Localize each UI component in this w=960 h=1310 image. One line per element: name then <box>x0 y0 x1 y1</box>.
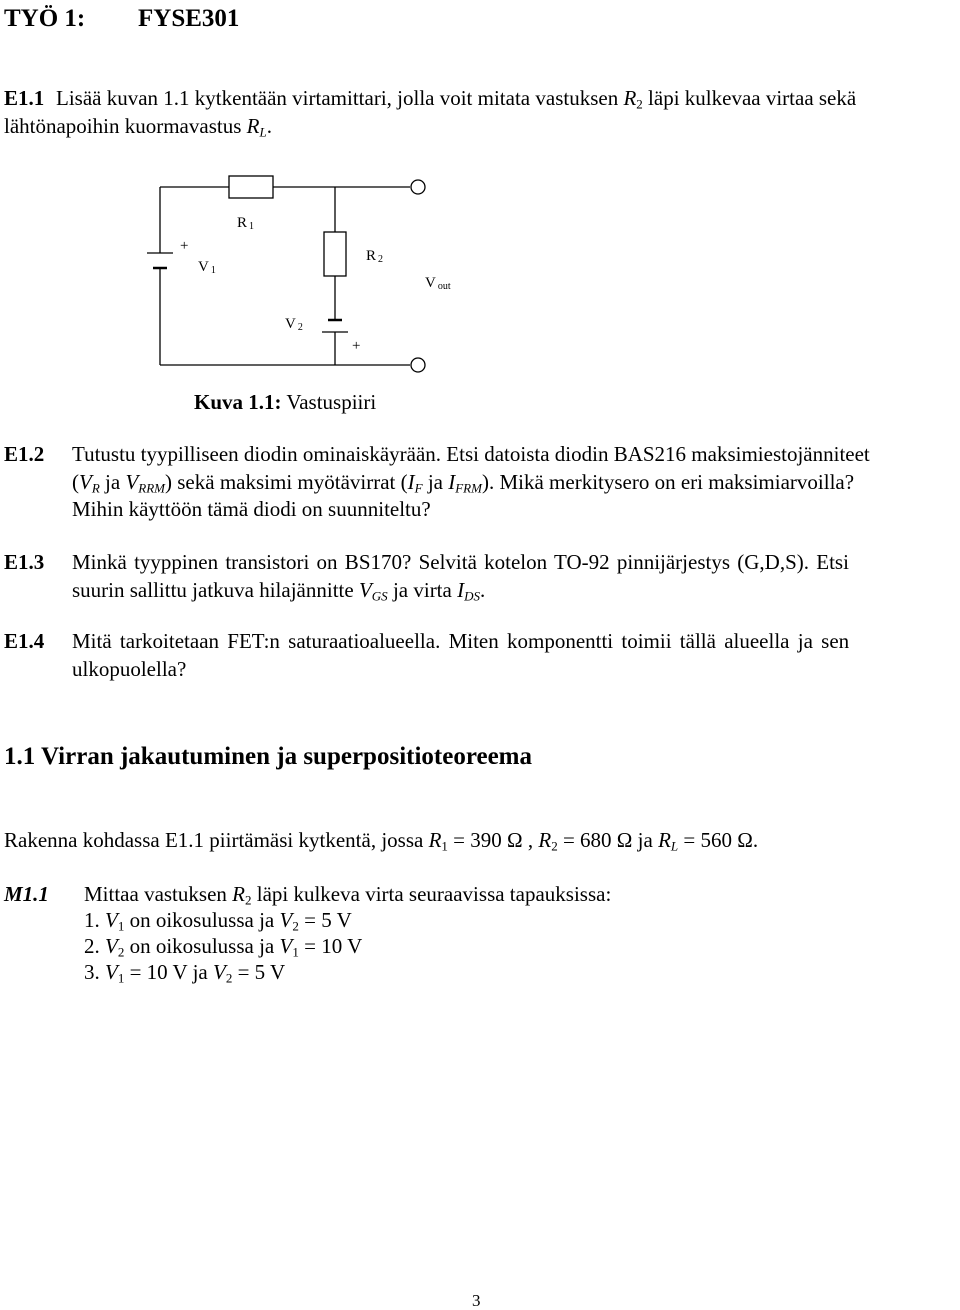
label-plus-v2: + <box>352 338 361 354</box>
task-text-e13-line1: Minkä tyyppinen transistori on BS170? Selvitä kotelon TO-92 pinnijärjestys (G,D,S). Etsi <box>72 550 849 574</box>
list-item: 1. $V_1$ on oikosulussa ja $V_2 = 5$ V <box>84 908 352 934</box>
terminal-bottom <box>411 358 425 372</box>
task-text-e13-line2: suurin sallittu jatkuva hilajännitte $V_{GS}$ ja virta $I_{DS}$. <box>72 578 486 604</box>
task-text-e12-line2: ($V_R$ ja $V_{RRM}$) sekä maksimi myötävirrat ($I_F$ ja $I_{FRM}$). Mikä merkitysero on eri maksimiarvoilla? <box>72 470 855 496</box>
label-vout: Vout <box>425 275 451 292</box>
section-heading: 1.1 Virran jakautuminen ja superpositioteoreema <box>4 743 532 770</box>
task-label-e12: E1.2 <box>4 442 45 466</box>
resistor-r2 <box>324 232 346 276</box>
circuit-diagram <box>0 0 960 380</box>
task-label-m11: M1.1 <box>4 882 49 906</box>
task-text-e12-line3: Mihin käyttöön tämä diodi on suunniteltu? <box>72 497 431 521</box>
task-label-e14: E1.4 <box>4 629 45 653</box>
terminal-top <box>411 180 425 194</box>
list-item: 3. $V_1 = 10$ V ja $V_2 = 5$ V <box>84 960 286 986</box>
course-code: FYSE301 <box>138 5 240 32</box>
label-r1: R 1 <box>237 215 255 232</box>
list-item: 2. $V_2$ on oikosulussa ja $V_1 = 10$ V <box>84 934 363 960</box>
label-plus-v1: + <box>180 238 189 254</box>
label-v1: V 1 <box>198 259 216 276</box>
task-text-e11-line2: lähtönapoihin kuormavastus $R_L$. <box>4 114 272 140</box>
task-text-e14-line2: ulkopuolella? <box>72 657 187 681</box>
build-instruction: Rakenna kohdassa E1.1 piirtämäsi kytkentä, jossa $R_1 = 390$ Ω , $R_2 = 680$ Ω ja $R_L = 560$ Ω. <box>4 828 759 854</box>
task-text-e11-line1: Lisää kuvan 1.1 kytkentään virtamittari, jolla voit mitata vastuksen $R_2$ läpi kulkevaa virtaa sekä <box>56 86 857 112</box>
task-text-e12-line1: Tutustu tyypilliseen diodin ominaiskäyrään. Etsi datoista diodin BAS216 maksimiestojänniteet <box>72 442 870 466</box>
task-label-e11: E1.1 <box>4 86 45 110</box>
task-text-e14-line1: Mitä tarkoitetaan FET:n saturaatioalueella. Miten komponentti toimii tällä alueella ja sen <box>72 629 850 653</box>
page-number: 3 <box>472 1291 481 1310</box>
resistor-r1 <box>229 176 273 198</box>
label-v2: V 2 <box>285 316 303 333</box>
task-label-e13: E1.3 <box>4 550 45 574</box>
label-r2: R 2 <box>366 248 384 265</box>
work-title: TYÖ 1: <box>4 5 86 32</box>
task-text-m11-intro: Mittaa vastuksen $R_2$ läpi kulkeva virta seuraavissa tapauksissa: <box>84 882 612 908</box>
figure-caption: Kuva 1.1: Vastuspiiri <box>194 390 377 414</box>
